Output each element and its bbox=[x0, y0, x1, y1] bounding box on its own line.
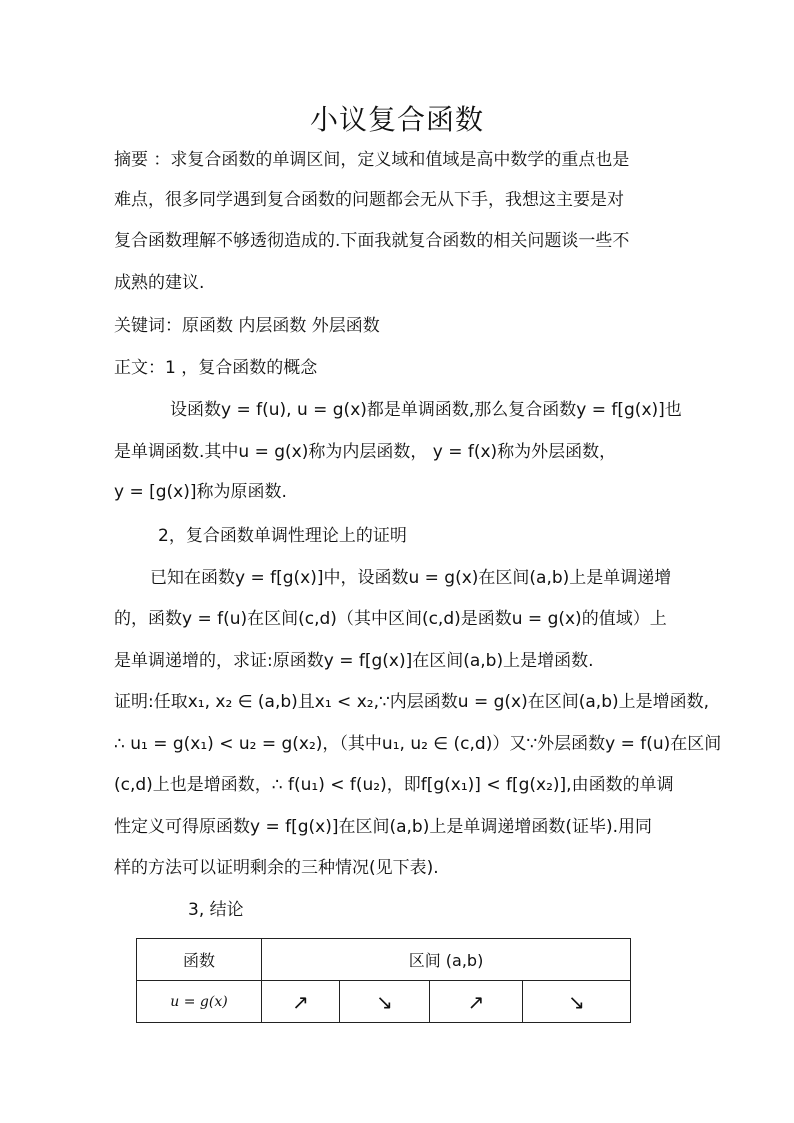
section1-heading: 正文：1 ，复合函数的概念 bbox=[114, 358, 318, 378]
section2-line: 是单调递增的，求证:原函数y = f[g(x)]在区间(a,b)上是增函数. bbox=[114, 651, 594, 671]
table-header-cell: 区间 (a,b) bbox=[262, 939, 631, 981]
section2-line: 证明:任取x₁, x₂ ∈ (a,b)且x₁ < x₂,∵内层函数u = g(x)在区间(a,b)上是增函数, bbox=[114, 692, 710, 712]
table-row bbox=[137, 981, 631, 1023]
document-title: 小议复合函数 bbox=[309, 103, 484, 136]
section3-heading: 3, 结论 bbox=[188, 900, 244, 920]
section1-line: 是单调函数.其中u = g(x)称为内层函数， y = f(x)称为外层函数， bbox=[114, 442, 617, 462]
abstract-line: 难点，很多同学遇到复合函数的问题都会无从下手，我想这主要是对 bbox=[114, 190, 624, 210]
section2-heading: 2，复合函数单调性理论上的证明 bbox=[158, 526, 407, 546]
section2-line: ∴ u₁ = g(x₁) < u₂ = g(x₂)，（其中u₁, u₂ ∈ (c,d)）又∵外层函数y = f(u)在区间 bbox=[114, 734, 722, 754]
decreasing-arrow-icon: ↘ bbox=[340, 981, 430, 1023]
keywords-line: 关键词：原函数 内层函数 外层函数 bbox=[114, 316, 380, 336]
abstract-line: 成熟的建议. bbox=[114, 273, 205, 293]
conclusion-table bbox=[136, 938, 631, 1023]
section2-line: 样的方法可以证明剩余的三种情况(见下表). bbox=[114, 858, 439, 878]
section1-line: 设函数y = f(u), u = g(x)都是单调函数,那么复合函数y = f[g(x)]也 bbox=[170, 400, 682, 420]
abstract-line: 摘要 ：求复合函数的单调区间，定义域和值域是高中数学的重点也是 bbox=[114, 150, 630, 170]
section2-line: 的，函数y = f(u)在区间(c,d)（其中区间(c,d)是函数u = g(x)的值域）上 bbox=[114, 609, 667, 629]
table-row bbox=[137, 939, 631, 981]
increasing-arrow-icon: ↗ bbox=[430, 981, 523, 1023]
section1-line: y = [g(x)]称为原函数. bbox=[114, 482, 287, 502]
abstract-line: 复合函数理解不够透彻造成的.下面我就复合函数的相关问题谈一些不 bbox=[114, 231, 630, 251]
section2-line: 已知在函数y = f[g(x)]中，设函数u = g(x)在区间(a,b)上是单调递增 bbox=[150, 568, 672, 588]
section2-line: 性定义可得原函数y = f[g(x)]在区间(a,b)上是单调递增函数(证毕).用同 bbox=[114, 817, 653, 837]
section2-line: (c,d)上也是增函数，∴ f(u₁) < f(u₂)，即f[g(x₁)] < f[g(x₂)],由函数的单调 bbox=[114, 775, 674, 795]
table-header-cell: 函数 bbox=[137, 939, 262, 981]
decreasing-arrow-icon: ↘ bbox=[523, 981, 631, 1023]
table-row-label: u = g(x) bbox=[137, 981, 262, 1023]
increasing-arrow-icon: ↗ bbox=[262, 981, 340, 1023]
